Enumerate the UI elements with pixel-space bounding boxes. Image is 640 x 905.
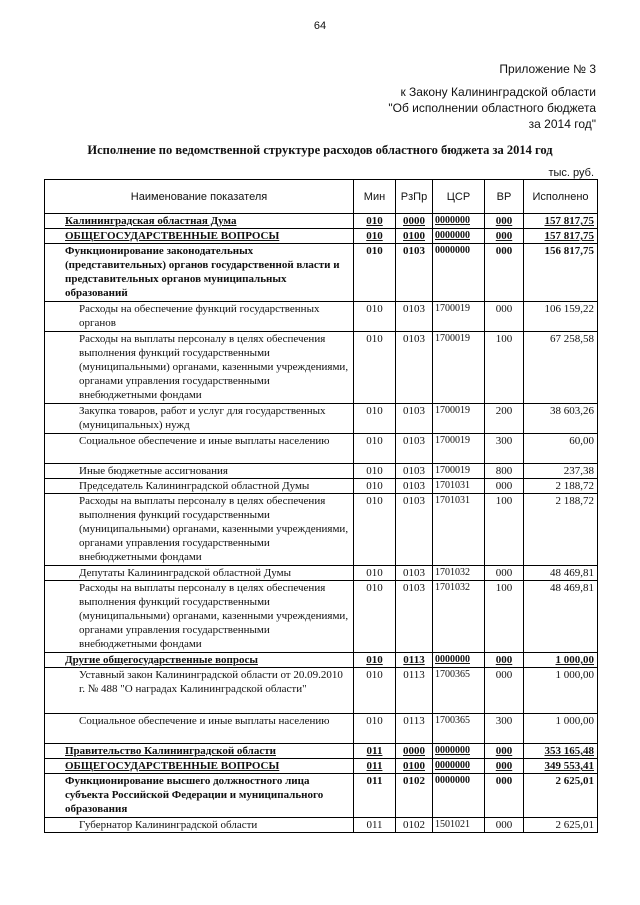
row-vr: 100: [485, 332, 524, 404]
table-row: [45, 759, 598, 774]
row-rzpr: 0103: [396, 404, 433, 434]
row-name: Расходы на обеспечение функций государственных органов: [45, 302, 354, 332]
row-rzpr: 0103: [396, 566, 433, 581]
table-row: [45, 566, 598, 581]
row-vr: 200: [485, 404, 524, 434]
row-name: ОБЩЕГОСУДАРСТВЕННЫЕ ВОПРОСЫ: [45, 759, 354, 774]
row-csr: 0000000: [433, 244, 485, 302]
row-amount: 2 188,72: [524, 494, 598, 566]
header-name: Наименование показателя: [45, 180, 354, 214]
row-min: 010: [354, 464, 396, 479]
row-csr: 1501021: [433, 818, 485, 833]
row-name: Расходы на выплаты персоналу в целях обеспечения выполнения функций государственными (муниципальными) органами, казенными учреждениями, органами управления государственными внебюджетными фондами: [45, 332, 354, 404]
units-label: тыс. руб.: [548, 167, 594, 179]
row-csr: 0000000: [433, 774, 485, 818]
row-csr: 1700019: [433, 302, 485, 332]
row-amount: 2 625,01: [524, 774, 598, 818]
row-csr: 1700019: [433, 404, 485, 434]
row-rzpr: 0103: [396, 434, 433, 464]
row-name: Закупка товаров, работ и услуг для государственных (муниципальных) нужд: [45, 404, 354, 434]
row-amount: 157 817,75: [524, 229, 598, 244]
row-amount: 2 188,72: [524, 479, 598, 494]
row-rzpr: 0103: [396, 244, 433, 302]
row-min: 010: [354, 714, 396, 744]
table-row: [45, 818, 598, 833]
table-header-row: [45, 180, 598, 214]
row-amount: 237,38: [524, 464, 598, 479]
row-name: Председатель Калининградской областной Думы: [45, 479, 354, 494]
row-vr: 000: [485, 302, 524, 332]
row-vr: 000: [485, 668, 524, 714]
row-min: 010: [354, 332, 396, 404]
header-amount: Исполнено: [524, 180, 598, 214]
row-vr: 000: [485, 566, 524, 581]
row-rzpr: 0103: [396, 494, 433, 566]
page-number: 64: [313, 20, 327, 32]
row-name: Правительство Калининградской области: [45, 744, 354, 759]
row-name: Депутаты Калининградской областной Думы: [45, 566, 354, 581]
row-amount: 67 258,58: [524, 332, 598, 404]
table-row: [45, 302, 598, 332]
row-name: Уставный закон Калининградской области от 20.09.2010 г. № 488 "О наградах Калининградской области": [45, 668, 354, 714]
row-min: 010: [354, 494, 396, 566]
row-csr: 1700365: [433, 714, 485, 744]
row-rzpr: 0102: [396, 774, 433, 818]
row-min: 010: [354, 244, 396, 302]
row-vr: 000: [485, 744, 524, 759]
row-rzpr: 0113: [396, 653, 433, 668]
row-rzpr: 0000: [396, 744, 433, 759]
row-amount: 1 000,00: [524, 668, 598, 714]
row-name: Другие общегосударственные вопросы: [45, 653, 354, 668]
row-name: Расходы на выплаты персоналу в целях обеспечения выполнения функций государственными (муниципальными) органами, казенными учреждениями, органами управления государственными внебюджетными фондами: [45, 494, 354, 566]
row-min: 010: [354, 229, 396, 244]
row-amount: 353 165,48: [524, 744, 598, 759]
row-rzpr: 0100: [396, 229, 433, 244]
row-csr: 0000000: [433, 759, 485, 774]
row-min: 011: [354, 744, 396, 759]
row-vr: 000: [485, 479, 524, 494]
table-row: [45, 332, 598, 404]
row-vr: 000: [485, 774, 524, 818]
row-rzpr: 0103: [396, 302, 433, 332]
table-row: [45, 581, 598, 653]
row-vr: 300: [485, 434, 524, 464]
row-amount: 38 603,26: [524, 404, 598, 434]
row-rzpr: 0113: [396, 714, 433, 744]
row-name: ОБЩЕГОСУДАРСТВЕННЫЕ ВОПРОСЫ: [45, 229, 354, 244]
document-title: Исполнение по ведомственной структуре расходов областного бюджета за 2014 год: [87, 143, 553, 157]
row-name: Расходы на выплаты персоналу в целях обеспечения выполнения функций государственными (муниципальными) органами, казенными учреждениями, органами управления государственными внебюджетными фондами: [45, 581, 354, 653]
row-rzpr: 0100: [396, 759, 433, 774]
row-min: 011: [354, 774, 396, 818]
row-amount: 48 469,81: [524, 566, 598, 581]
table-row: [45, 653, 598, 668]
row-amount: 156 817,75: [524, 244, 598, 302]
row-csr: 1700019: [433, 464, 485, 479]
row-name: Губернатор Калининградской области: [45, 818, 354, 833]
row-min: 010: [354, 302, 396, 332]
row-rzpr: 0102: [396, 818, 433, 833]
law-line: за 2014 год": [528, 117, 596, 131]
row-vr: 000: [485, 653, 524, 668]
row-amount: 48 469,81: [524, 581, 598, 653]
row-name: Калининградская областная Дума: [45, 214, 354, 229]
row-vr: 300: [485, 714, 524, 744]
row-min: 011: [354, 759, 396, 774]
row-csr: 1701032: [433, 566, 485, 581]
row-name: Социальное обеспечение и иные выплаты населению: [45, 714, 354, 744]
row-vr: 100: [485, 581, 524, 653]
table-row: [45, 744, 598, 759]
row-rzpr: 0113: [396, 668, 433, 714]
table-row: [45, 434, 598, 464]
table-row: [45, 244, 598, 302]
row-csr: 0000000: [433, 653, 485, 668]
row-csr: 1700365: [433, 668, 485, 714]
row-csr: 1700019: [433, 434, 485, 464]
row-min: 010: [354, 214, 396, 229]
row-min: 010: [354, 434, 396, 464]
row-min: 010: [354, 653, 396, 668]
row-vr: 000: [485, 214, 524, 229]
row-min: 010: [354, 566, 396, 581]
law-line: к Закону Калининградской области: [400, 85, 596, 99]
row-csr: 1701032: [433, 581, 485, 653]
row-name: Функционирование законодательных (представительных) органов государственной власти и представительных органов муниципальных образований: [45, 244, 354, 302]
header-vr: ВР: [485, 180, 524, 214]
row-rzpr: 0103: [396, 332, 433, 404]
row-amount: 60,00: [524, 434, 598, 464]
table-row: [45, 479, 598, 494]
table-row: [45, 668, 598, 714]
row-rzpr: 0103: [396, 479, 433, 494]
row-amount: 157 817,75: [524, 214, 598, 229]
row-vr: 100: [485, 494, 524, 566]
row-vr: 000: [485, 759, 524, 774]
row-amount: 106 159,22: [524, 302, 598, 332]
row-min: 010: [354, 479, 396, 494]
row-min: 010: [354, 581, 396, 653]
law-line: "Об исполнении областного бюджета: [388, 101, 596, 115]
table-row: [45, 494, 598, 566]
row-csr: 0000000: [433, 229, 485, 244]
row-csr: 1700019: [433, 332, 485, 404]
row-vr: 800: [485, 464, 524, 479]
row-amount: 1 000,00: [524, 714, 598, 744]
row-min: 011: [354, 818, 396, 833]
row-amount: 2 625,01: [524, 818, 598, 833]
row-csr: 0000000: [433, 744, 485, 759]
header-min: Мин: [354, 180, 396, 214]
row-csr: 0000000: [433, 214, 485, 229]
row-rzpr: 0103: [396, 581, 433, 653]
table-row: [45, 229, 598, 244]
row-csr: 1701031: [433, 479, 485, 494]
row-vr: 000: [485, 818, 524, 833]
row-vr: 000: [485, 229, 524, 244]
row-rzpr: 0000: [396, 214, 433, 229]
expenditure-table: [44, 179, 598, 833]
row-rzpr: 0103: [396, 464, 433, 479]
row-name: Иные бюджетные ассигнования: [45, 464, 354, 479]
table-row: [45, 774, 598, 818]
appendix-label: Приложение № 3: [499, 62, 596, 76]
header-rzpr: РзПр: [396, 180, 433, 214]
row-amount: 349 553,41: [524, 759, 598, 774]
law-reference: [356, 84, 596, 132]
table-row: [45, 464, 598, 479]
row-name: Социальное обеспечение и иные выплаты населению: [45, 434, 354, 464]
header-csr: ЦСР: [433, 180, 485, 214]
table-row: [45, 404, 598, 434]
row-csr: 1701031: [433, 494, 485, 566]
table-row: [45, 214, 598, 229]
row-vr: 000: [485, 244, 524, 302]
row-min: 010: [354, 668, 396, 714]
row-amount: 1 000,00: [524, 653, 598, 668]
row-name: Функционирование высшего должностного лица субъекта Российской Федерации и муниципального образования: [45, 774, 354, 818]
row-min: 010: [354, 404, 396, 434]
table-row: [45, 714, 598, 744]
